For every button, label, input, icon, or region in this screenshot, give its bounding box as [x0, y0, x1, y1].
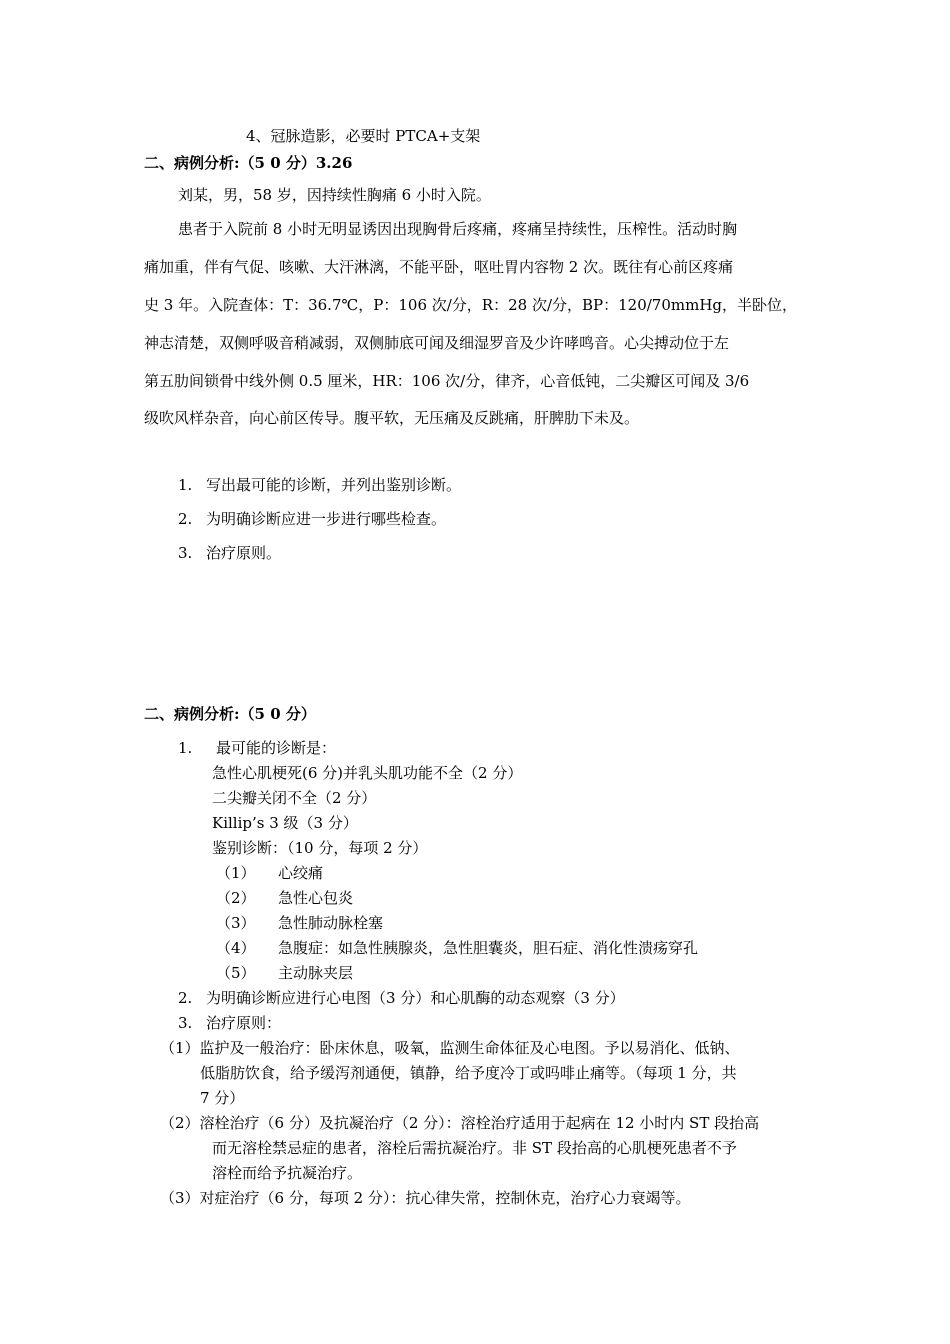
top-list-item: 4、冠脉造影，必要时 PTCA+支架	[246, 127, 481, 145]
case-line: 痛加重，伴有气促、咳嗽、大汗淋漓，不能平卧，呕吐胃内容物 2 次。既往有心前区疼痛	[144, 258, 734, 276]
treatment-item-line: 7 分）	[200, 1089, 245, 1107]
differential-item: （3） 急性肺动脉栓塞	[216, 914, 384, 932]
section-heading: 二、病例分析:（5 0 分）3.26	[144, 154, 353, 172]
answer-item: 3. 治疗原则：	[178, 1014, 282, 1032]
diagnosis-line: 急性心肌梗死(6 分)并乳头肌功能不全（2 分）	[212, 764, 523, 782]
treatment-item-line: 而无溶栓禁忌症的患者，溶栓后需抗凝治疗。非 ST 段抬高的心肌梗死患者不予	[212, 1139, 737, 1157]
answer-item: 1. 最可能的诊断是：	[178, 739, 337, 757]
case-line: 第五肋间锁骨中线外侧 0.5 厘米，HR：106 次/分，律齐，心音低钝，二尖瓣区可闻及 3/6	[144, 372, 750, 390]
treatment-item-line: （2）溶栓治疗（6 分）及抗凝治疗（2 分）：溶栓治疗适用于起病在 12 小时内 ST 段抬高	[160, 1114, 760, 1132]
question-item: 1. 写出最可能的诊断，并列出鉴别诊断。	[178, 476, 462, 494]
question-item: 2. 为明确诊断应进一步进行哪些检查。	[178, 510, 447, 528]
differential-item: （2） 急性心包炎	[216, 889, 354, 907]
case-line: 级吹风样杂音，向心前区传导。腹平软，无压痛及反跳痛，肝脾肋下未及。	[144, 409, 640, 427]
diagnosis-line: 鉴别诊断：（10 分，每项 2 分）	[212, 839, 428, 857]
differential-item: （1） 心绞痛	[216, 864, 324, 882]
case-intro: 刘某，男，58 岁，因持续性胸痛 6 小时入院。	[178, 186, 491, 204]
answer-item: 2. 为明确诊断应进行心电图（3 分）和心肌酶的动态观察（3 分）	[178, 989, 625, 1007]
answer-heading: 二、病例分析:（5 0 分）	[144, 705, 316, 723]
diagnosis-line: 二尖瓣关闭不全（2 分）	[212, 789, 377, 807]
treatment-item-line: 溶栓而给予抗凝治疗。	[212, 1164, 363, 1182]
case-line: 神志清楚，双侧呼吸音稍减弱，双侧肺底可闻及细湿罗音及少许哮鸣音。心尖搏动位于左	[144, 334, 730, 352]
treatment-item-line: 低脂肪饮食，给予缓泻剂通便，镇静，给予度冷丁或吗啡止痛等。（每项 1 分，共	[200, 1064, 737, 1082]
differential-item: （4） 急腹症：如急性胰腺炎，急性胆囊炎，胆石症、消化性溃疡穿孔	[216, 939, 699, 957]
case-line: 史 3 年。入院查体：T：36.7℃，P：106 次/分，R：28 次/分，BP：120/70mmHg，半卧位，	[144, 296, 798, 314]
question-item: 3. 治疗原则。	[178, 544, 282, 562]
case-line: 患者于入院前 8 小时无明显诱因出现胸骨后疼痛，疼痛呈持续性，压榨性。活动时胸	[178, 220, 738, 238]
treatment-item-line: （3）对症治疗（6 分，每项 2 分）：抗心律失常，控制休克，治疗心力衰竭等。	[160, 1189, 691, 1207]
diagnosis-line: Killip’s 3 级（3 分）	[212, 814, 358, 832]
treatment-item-line: （1）监护及一般治疗：卧床休息，吸氧，监测生命体征及心电图。予以易消化、低钠、	[160, 1039, 740, 1057]
differential-item: （5） 主动脉夹层	[216, 964, 354, 982]
